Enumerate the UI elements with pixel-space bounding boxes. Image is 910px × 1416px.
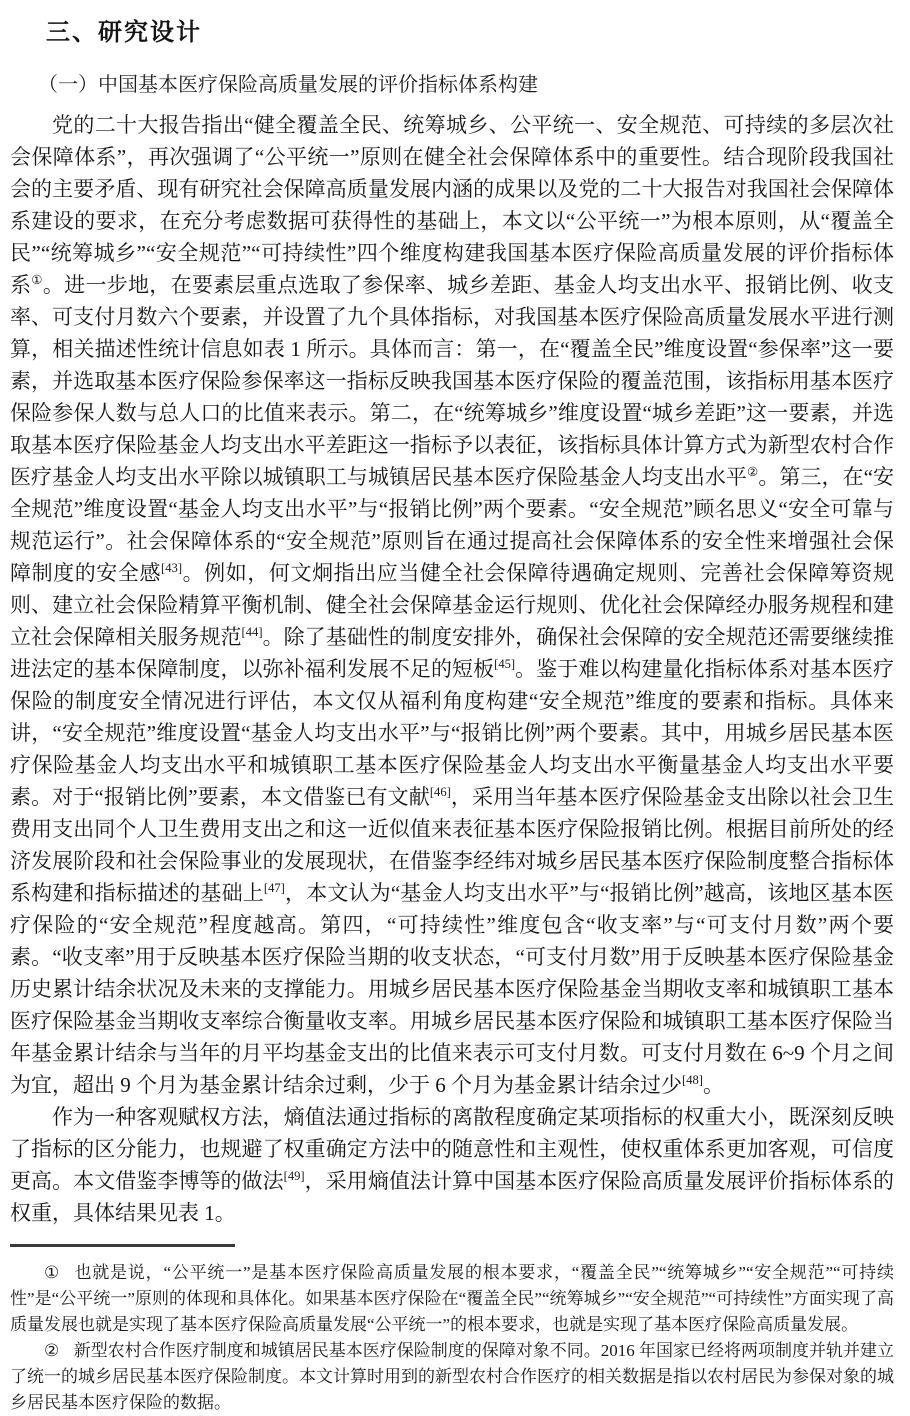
footnote-1 [10, 1260, 894, 1338]
reference-superscript: [48] [682, 1073, 703, 1087]
reference-superscript: [49] [283, 1169, 305, 1183]
reference-superscript: [43] [161, 561, 183, 575]
reference-superscript: [47] [263, 881, 285, 895]
body-paragraph-2: 作为一种客观赋权方法，熵值法通过指标的离散程度确定某项指标的权重大小，既深刻反映了指标的区分能力，也规避了权重确定方法中的随意性和主观性，使权重体系更加客观，可信度更高。本文借鉴李博等的做法[49]，采用熵值法计算中国基本医疗保险高质量发展评价指标体系的权重，具体结果见表 1。 [10, 1105, 894, 1225]
footnote-1-text: 也就是说，“公平统一”是基本医疗保险高质量发展的根本要求，“覆盖全民”“统筹城乡”“安全规范”“可持续性”是“公平统一”原则的体现和具体化。如果基本医疗保险在“覆盖全民”“统筹城乡”“安全规范”“可持续性”方面实现了高质量发展也就是实现了基本医疗保险高质量发展“公平统一”的根本要求，也就是实现了基本医疗保险高质量发展。 [10, 1263, 894, 1334]
reference-superscript: [46] [429, 785, 451, 799]
reference-superscript: ② [746, 465, 759, 479]
footnote-1-marker: ① [44, 1263, 61, 1282]
reference-superscript: [45] [494, 657, 516, 671]
reference-superscript: ① [31, 273, 43, 287]
footnotes-section [10, 1260, 894, 1416]
footnote-2-marker: ② [44, 1341, 60, 1360]
footnote-separator [10, 1244, 235, 1247]
section-heading: 三、研究设计 [46, 19, 202, 46]
footnote-2 [10, 1338, 894, 1416]
reference-superscript: [44] [241, 625, 263, 639]
footnote-2-text: 新型农村合作医疗制度和城镇居民基本医疗保险制度的保障对象不同。2016 年国家已经将两项制度并轨并建立了统一的城乡居民基本医疗保险制度。本文计算时用到的新型农村合作医疗的相关数据是指以农村居民为参保对象的城乡居民基本医疗保险的数据。 [10, 1341, 894, 1412]
body-paragraph-1: 党的二十大报告指出“健全覆盖全民、统筹城乡、公平统一、安全规范、可持续的多层次社会保障体系”，再次强调了“公平统一”原则在健全社会保障体系中的重要性。结合现阶段我国社会的主要矛盾、现有研究社会保障高质量发展内涵的成果以及党的二十大报告对我国社会保障体系建设的要求，在充分考虑数据可获得性的基础上，本文以“公平统一”为根本原则，从“覆盖全民”“统筹城乡”“安全规范”“可持续性”四个维度构建我国基本医疗保险高质量发展的评价指标体系①。进一步地，在要素层重点选取了参保率、城乡差距、基金人均支出水平、报销比例、收支率、可支付月数六个要素，并设置了九个具体指标，对我国基本医疗保险高质量发展水平进行测算，相关描述性统计信息如表 1 所示。具体而言：第一，在“覆盖全民”维度设置“参保率”这一要素，并选取基本医疗保险参保率这一指标反映我国基本医疗保险的覆盖范围，该指标用基本医疗保险参保人数与总人口的比值来表示。第二，在“统筹城乡”维度设置“城乡差距”这一要素，并选取基本医疗保险基金人均支出水平差距这一指标予以表征，该指标具体计算方式为新型农村合作医疗基金人均支出水平除以城镇职工与城镇居民基本医疗保险基金人均支出水平②。第三，在“安全规范”维度设置“基金人均支出水平”与“报销比例”两个要素。“安全规范”顾名思义“安全可靠与规范运行”。社会保障体系的“安全规范”原则旨在通过提高社会保障体系的安全性来增强社会保障制度的安全感[43]。例如，何文炯指出应当健全社会保障待遇确定规则、完善社会保障筹资规则、建立社会保险精算平衡机制、健全社会保障基金运行规则、优化社会保障经办服务规程和建立社会保障相关服务规范[44]。除了基础性的制度安排外，确保社会保障的安全规范还需要继续推进法定的基本保障制度，以弥补福利发展不足的短板[45]。鉴于难以构建量化指标体系对基本医疗保险的制度安全情况进行评估，本文仅从福利角度构建“安全规范”维度的要素和指标。具体来讲，“安全规范”维度设置“基金人均支出水平”与“报销比例”两个要素。其中，用城乡居民基本医疗保险基金人均支出水平和城镇职工基本医疗保险基金人均支出水平衡量基金人均支出水平要素。对于“报销比例”要素，本文借鉴已有文献[46]，采用当年基本医疗保险基金支出除以社会卫生费用支出同个人卫生费用支出之和这一近似值来表征基本医疗保险报销比例。根据目前所处的经济发展阶段和社会保险事业的发展现状，在借鉴李经纬对城乡居民基本医疗保险制度整合指标体系构建和指标描述的基础上[47]，本文认为“基金人均支出水平”与“报销比例”越高，该地区基本医疗保险的“安全规范”程度越高。第四，“可持续性”维度包含“收支率”与“可支付月数”两个要素。“收支率”用于反映基本医疗保险当期的收支状态，“可支付月数”用于反映基本医疗保险基金历史累计结余状况及未来的支撑能力。用城乡居民基本医疗保险基金当期收支率和城镇职工基本医疗保险基金当期收支率综合衡量收支率。用城乡居民基本医疗保险和城镇职工基本医疗保险当年基金累计结余与当年的月平均基金支出的比值来表示可支付月数。可支付月数在 6~9 个月之间为宜，超出 9 个月为基金累计结余过剩，少于 6 个月为基金累计结余过少[48]。 [10, 113, 895, 1097]
subsection-heading: （一）中国基本医疗保险高质量发展的评价指标体系构建 [38, 74, 538, 96]
